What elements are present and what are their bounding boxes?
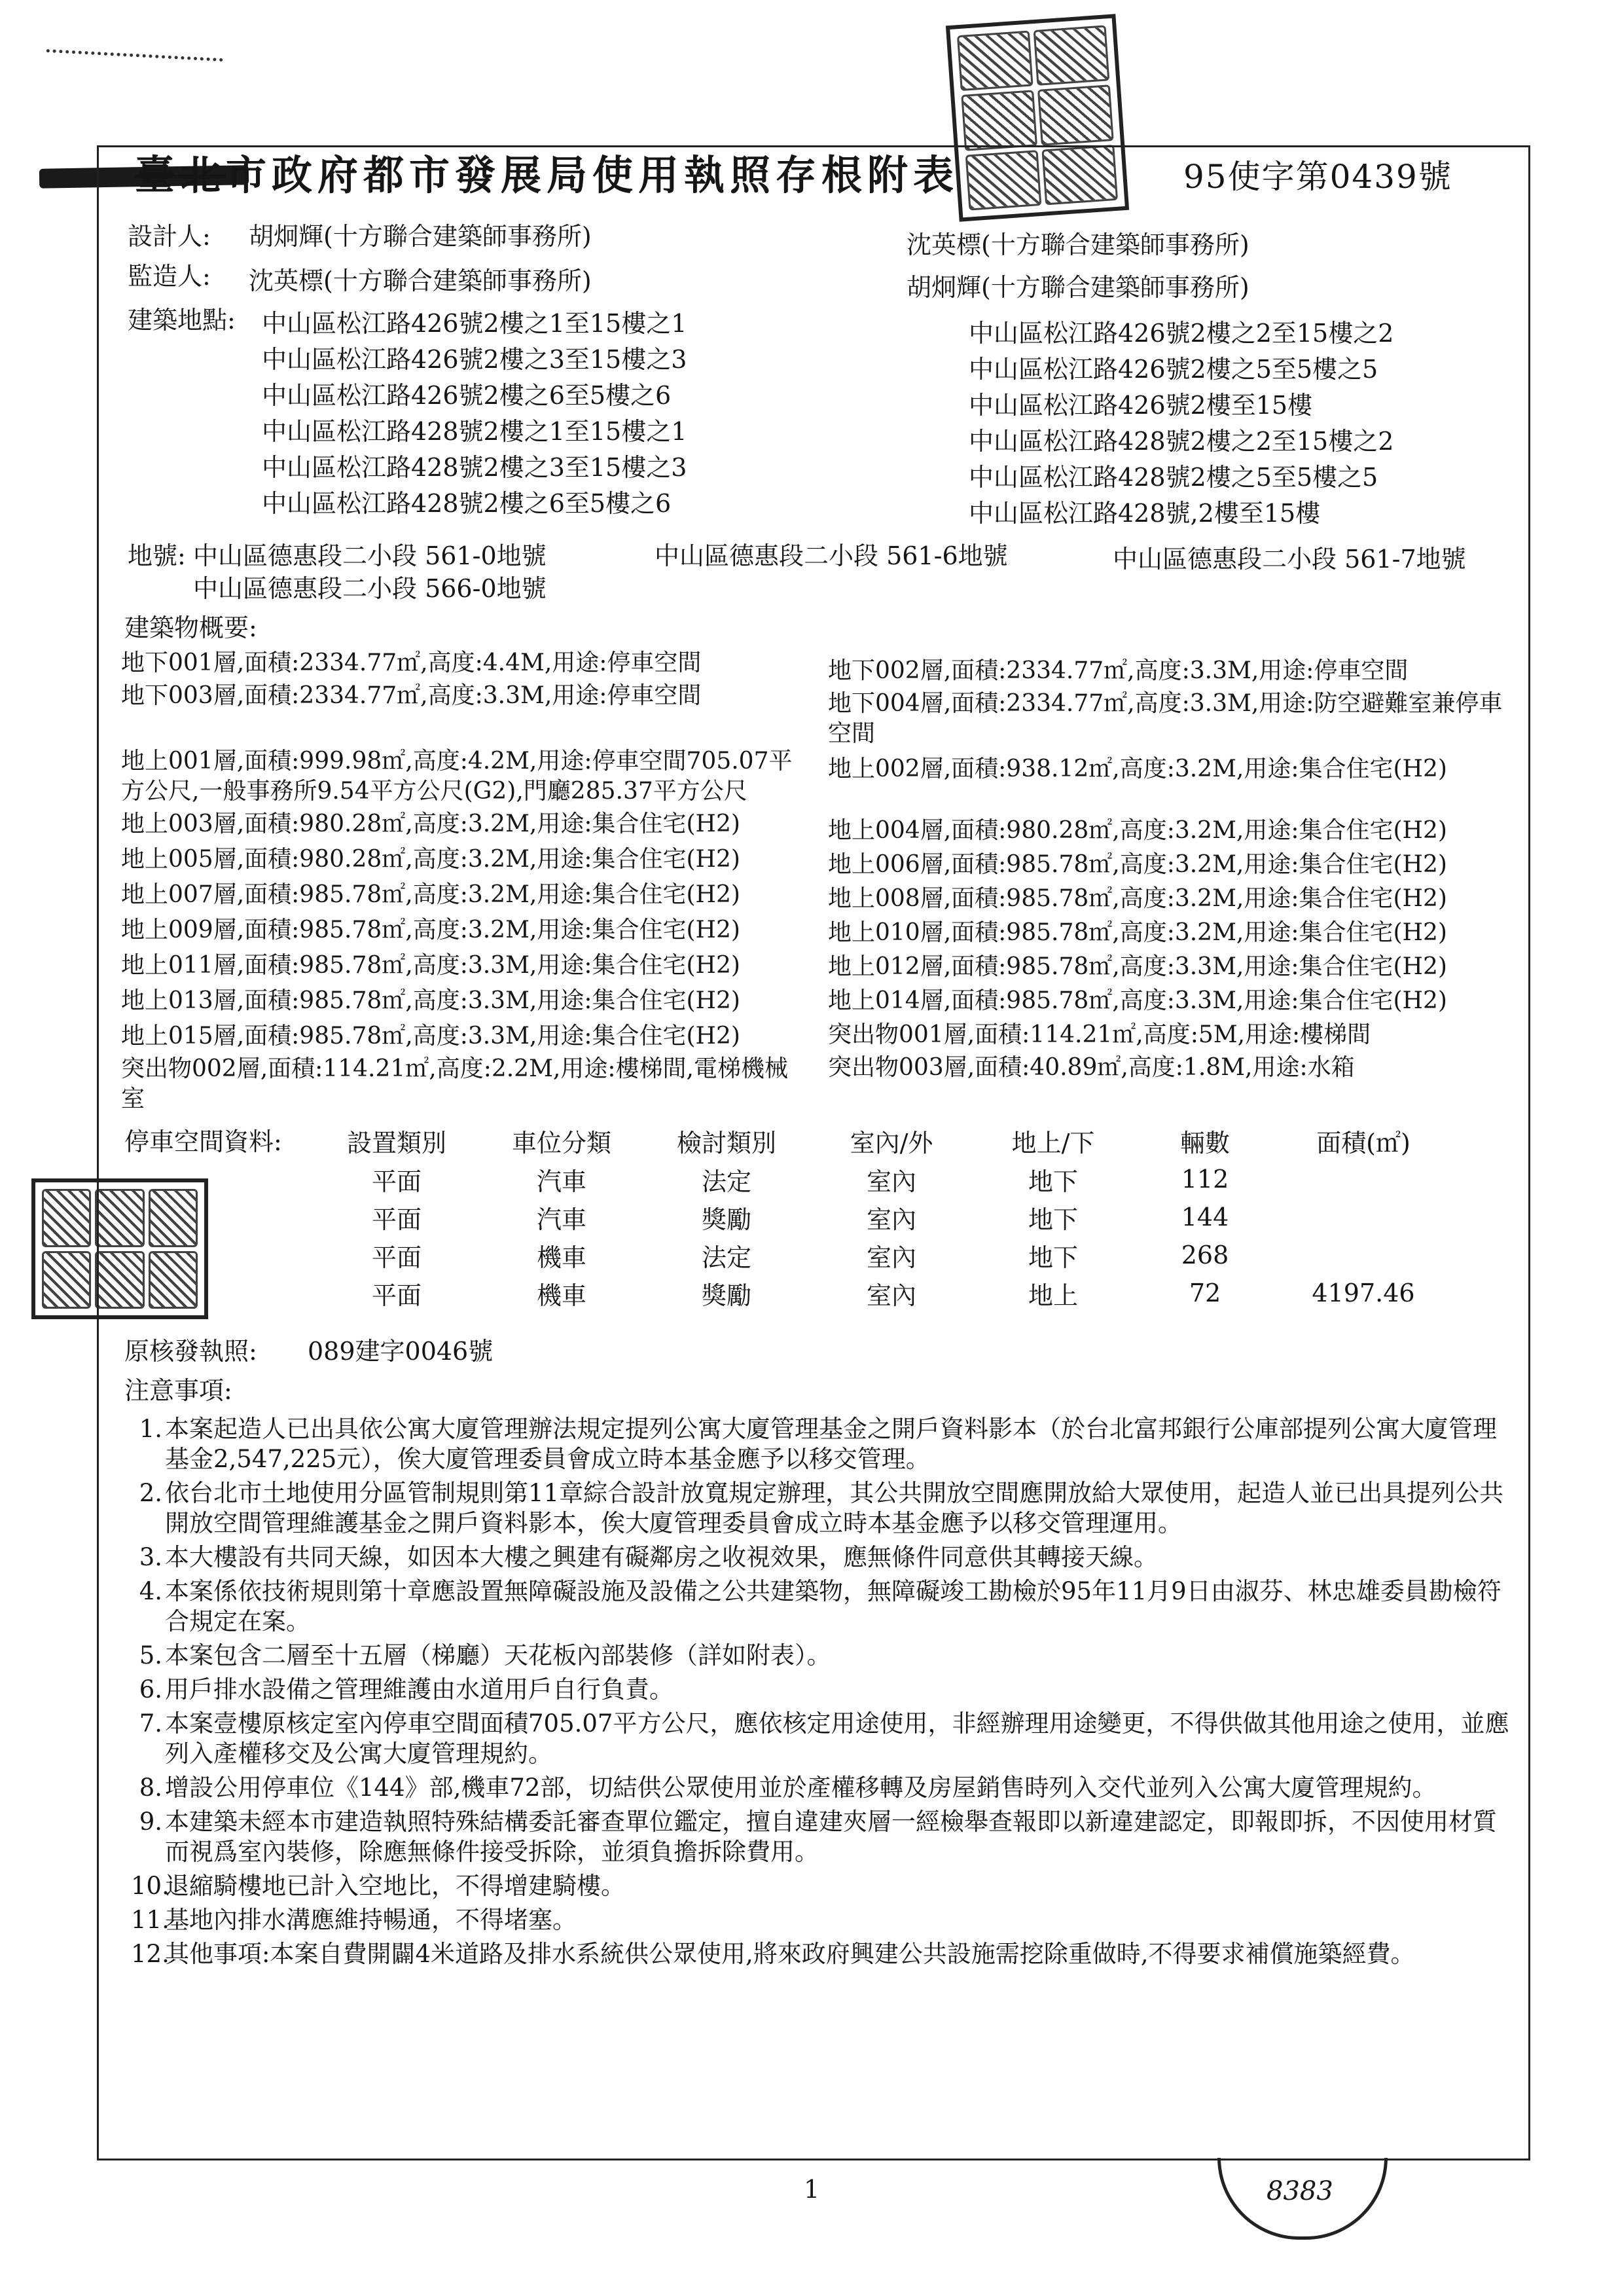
parking-cell: 獎勵 xyxy=(701,1281,751,1310)
parking-cell: 268 xyxy=(1181,1241,1229,1269)
parking-row xyxy=(314,1236,1449,1274)
site-address: 中山區松江路428號2樓之6至5樓之6 xyxy=(262,489,672,518)
seal-bottom-stamp xyxy=(1217,2158,1388,2240)
building-summary-label: 建築物概要: xyxy=(124,613,257,642)
parking-header: 車位分類 xyxy=(511,1128,611,1157)
note-number: 7. xyxy=(139,1709,162,1738)
floor-row: 地上013層,面積:985.78㎡,高度:3.3M,用途:集合住宅(H2) xyxy=(121,987,740,1014)
parking-cell: 法定 xyxy=(701,1167,751,1196)
parking-cell: 室內 xyxy=(866,1205,916,1234)
floor-row: 地上010層,面積:985.78㎡,高度:3.2M,用途:集合住宅(H2) xyxy=(828,919,1447,946)
note-text: 本案起造人已出具依公寓大廈管理辦法規定提列公寓大廈管理基金之開戶資料影本（於台北富邦銀行公庫部提列公寓大廈管理基金2,547,225元），俟大廈管理委員會成立時本基金應予以移交管理。 xyxy=(165,1415,1497,1473)
floor-row: 地下004層,面積:2334.77㎡,高度:3.3M,用途:防空避難室兼停車空間 xyxy=(828,690,1503,747)
floor-row: 地上012層,面積:985.78㎡,高度:3.3M,用途:集合住宅(H2) xyxy=(828,953,1447,980)
lot-number: 中山區德惠段二小段 561-0地號 xyxy=(193,541,547,570)
note-item xyxy=(131,1871,1512,1901)
note-number: 4. xyxy=(139,1577,162,1605)
floor-row: 地上002層,面積:938.12㎡,高度:3.2M,用途:集合住宅(H2) xyxy=(828,756,1447,782)
floor-row: 地上008層,面積:985.78㎡,高度:3.2M,用途:集合住宅(H2) xyxy=(828,885,1447,912)
original-permit-label: 原核發執照: xyxy=(124,1337,257,1366)
note-number: 2. xyxy=(139,1479,162,1507)
parking-label: 停車空間資料: xyxy=(124,1127,282,1156)
parking-cell: 法定 xyxy=(701,1243,751,1272)
lot-number: 中山區德惠段二小段 561-7地號 xyxy=(1113,545,1466,574)
floor-row: 地上015層,面積:985.78㎡,高度:3.3M,用途:集合住宅(H2) xyxy=(121,1023,740,1049)
parking-header: 地上/下 xyxy=(1011,1128,1095,1157)
floor-row: 地上011層,面積:985.78㎡,高度:3.3M,用途:集合住宅(H2) xyxy=(121,952,740,979)
parking-cell: 地下 xyxy=(1028,1243,1078,1272)
parking-cell: 汽車 xyxy=(536,1167,586,1196)
parking-cell: 地上 xyxy=(1028,1281,1078,1310)
note-item xyxy=(131,1807,1512,1867)
floor-row: 突出物003層,面積:40.89㎡,高度:1.8M,用途:水箱 xyxy=(828,1054,1355,1081)
note-item xyxy=(131,1576,1512,1637)
parking-cell: 機車 xyxy=(536,1243,586,1272)
floor-row: 地上003層,面積:980.28㎡,高度:3.2M,用途:集合住宅(H2) xyxy=(121,811,740,837)
site-address: 中山區松江路426號2樓之5至5樓之5 xyxy=(969,355,1378,384)
note-text: 依台北市土地使用分區管制規則第11章綜合設計放寬規定辦理，其公共開放空間應開放給大眾使用，起造人並已出具提列公共開放空間管理維護基金之開戶資料影本，俟大廈管理委員會成立時本基金應予以移交管理運用。 xyxy=(165,1479,1504,1537)
note-number: 1. xyxy=(139,1415,162,1443)
note-text: 本大樓設有共同天線，如因本大樓之興建有礙鄰房之收視效果，應無條件同意供其轉接天線。 xyxy=(165,1543,1158,1571)
supervisor-label: 監造人: xyxy=(128,262,211,291)
note-item xyxy=(131,1675,1512,1705)
designer-name-1: 胡炯輝(十方聯合建築師事務所) xyxy=(249,222,592,251)
note-item xyxy=(131,1939,1512,1969)
parking-cell: 汽車 xyxy=(536,1205,586,1234)
parking-row xyxy=(314,1160,1449,1198)
note-number: 10. xyxy=(131,1872,170,1900)
parking-cell: 機車 xyxy=(536,1281,586,1310)
supervisor-name-2: 胡炯輝(十方聯合建築師事務所) xyxy=(907,273,1249,302)
note-item xyxy=(131,1478,1512,1539)
note-item xyxy=(131,1709,1512,1769)
designer-label: 設計人: xyxy=(128,222,211,251)
lot-label: 地號: xyxy=(128,541,186,570)
parking-header: 面積(㎡) xyxy=(1316,1128,1411,1157)
note-number: 9. xyxy=(139,1808,162,1836)
parking-cell: 72 xyxy=(1189,1279,1221,1307)
site-address: 中山區松江路428號,2樓至15樓 xyxy=(969,499,1321,528)
parking-cell: 平面 xyxy=(371,1243,422,1272)
note-text: 退縮騎樓地已計入空地比，不得增建騎樓。 xyxy=(165,1872,625,1900)
parking-row xyxy=(314,1274,1449,1312)
floor-row: 地下003層,面積:2334.77㎡,高度:3.3M,用途:停車空間 xyxy=(121,682,702,709)
designer-name-2: 沈英標(十方聯合建築師事務所) xyxy=(907,230,1249,259)
supervisor-name-1: 沈英標(十方聯合建築師事務所) xyxy=(249,266,592,295)
site-address: 中山區松江路428號2樓之3至15樓之3 xyxy=(262,453,687,482)
floor-row: 突出物002層,面積:114.21㎡,高度:2.2M,用途:樓梯間,電梯機械室 xyxy=(121,1055,788,1112)
site-label: 建築地點: xyxy=(128,306,236,335)
parking-cell: 4197.46 xyxy=(1312,1279,1415,1307)
parking-cell: 室內 xyxy=(866,1281,916,1310)
title-text: 市政府都市發展局使用執照存根附表 xyxy=(226,151,960,199)
parking-header: 檢討類別 xyxy=(676,1128,776,1157)
floor-row: 地上014層,面積:985.78㎡,高度:3.3M,用途:集合住宅(H2) xyxy=(828,987,1447,1014)
note-text: 本案包含二層至十五層（梯廳）天花板內部裝修（詳如附表）。 xyxy=(165,1641,831,1669)
floor-row: 地下001層,面積:2334.77㎡,高度:4.4M,用途:停車空間 xyxy=(121,649,702,676)
site-address-right-list xyxy=(969,318,1393,534)
parking-cell: 平面 xyxy=(371,1281,422,1310)
parking-row xyxy=(314,1198,1449,1236)
parking-header: 輛數 xyxy=(1179,1128,1230,1157)
parking-header: 室內/外 xyxy=(850,1128,933,1157)
site-address: 中山區松江路428號2樓之1至15樓之1 xyxy=(262,417,687,446)
floor-row: 地上006層,面積:985.78㎡,高度:3.2M,用途:集合住宅(H2) xyxy=(828,851,1447,878)
note-number: 6. xyxy=(139,1675,162,1704)
parking-cell: 地下 xyxy=(1028,1205,1078,1234)
note-text: 本案係依技術規則第十章應設置無障礙設施及設備之公共建築物，無障礙竣工勘檢於95年11月9日由淑芬、林忠雄委員勘檢符合規定在案。 xyxy=(165,1577,1501,1635)
note-item xyxy=(131,1905,1512,1935)
parking-cell: 平面 xyxy=(371,1167,422,1196)
title-prefix: 臺北 xyxy=(134,151,226,199)
note-number: 5. xyxy=(139,1641,162,1669)
parking-cell: 獎勵 xyxy=(701,1205,751,1234)
site-address: 中山區松江路428號2樓之2至15樓之2 xyxy=(969,427,1394,456)
floor-row: 地上001層,面積:999.98㎡,高度:4.2M,用途:停車空間705.07平方公尺,一般事務所9.54平方公尺(G2),門廳285.37平方公尺 xyxy=(121,748,793,805)
seal-number: 8383 xyxy=(1267,2176,1333,2206)
note-text: 基地內排水溝應維持暢通，不得堵塞。 xyxy=(165,1906,577,1934)
site-address: 中山區松江路426號2樓至15樓 xyxy=(969,391,1313,420)
floor-row: 突出物001層,面積:114.21㎡,高度:5M,用途:樓梯間 xyxy=(828,1021,1371,1048)
floor-row: 地上005層,面積:980.28㎡,高度:3.2M,用途:集合住宅(H2) xyxy=(121,846,740,873)
note-number: 12. xyxy=(131,1940,170,1968)
lot-number: 中山區德惠段二小段 561-6地號 xyxy=(655,541,1008,570)
note-text: 用戶排水設備之管理維護由水道用戶自行負責。 xyxy=(165,1675,674,1704)
site-address: 中山區松江路426號2樓之1至15樓之1 xyxy=(262,309,687,338)
notes-list xyxy=(131,1414,1512,1973)
note-item xyxy=(131,1641,1512,1671)
site-address-left-list xyxy=(262,308,687,524)
building-floors-left xyxy=(121,648,808,1114)
permit-number: 95使字第0439號 xyxy=(1183,158,1452,196)
original-permit-value: 089建字0046號 xyxy=(308,1337,494,1366)
floor-row: 地上009層,面積:985.78㎡,高度:3.2M,用途:集合住宅(H2) xyxy=(121,917,740,943)
handwritten-scribble xyxy=(45,49,223,77)
parking-cell xyxy=(1278,1198,1449,1236)
floor-row: 地上004層,面積:980.28㎡,高度:3.2M,用途:集合住宅(H2) xyxy=(828,817,1447,844)
note-text: 其他事項:本案自費開闢4米道路及排水系統供公眾使用,將來政府興建公共設施需挖除重做時,不得要求補償施築經費。 xyxy=(165,1940,1415,1968)
site-address: 中山區松江路426號2樓之2至15樓之2 xyxy=(969,319,1394,348)
parking-cell xyxy=(1278,1160,1449,1198)
note-item xyxy=(131,1773,1512,1803)
note-item xyxy=(131,1542,1512,1573)
parking-cell: 地下 xyxy=(1028,1167,1078,1196)
parking-header-row xyxy=(314,1121,1449,1160)
note-number: 8. xyxy=(139,1774,162,1802)
note-number: 3. xyxy=(139,1543,162,1571)
official-seal-stamp-left xyxy=(31,1178,208,1319)
parking-table xyxy=(314,1121,1449,1312)
parking-cell: 室內 xyxy=(866,1243,916,1272)
building-floors-right xyxy=(828,656,1519,1083)
note-text: 本案壹樓原核定室內停車空間面積705.07平方公尺，應依核定用途使用，非經辦理用途變更，不得供做其他用途之使用，並應列入產權移交及公寓大廈管理規約。 xyxy=(165,1709,1509,1768)
floor-row: 地上007層,面積:985.78㎡,高度:3.2M,用途:集合住宅(H2) xyxy=(121,881,740,908)
floor-row: 地下002層,面積:2334.77㎡,高度:3.3M,用途:停車空間 xyxy=(828,657,1409,684)
parking-cell: 平面 xyxy=(371,1205,422,1234)
note-text: 增設公用停車位《144》部,機車72部，切結供公眾使用並於產權移轉及房屋銷售時列入交代並列入公寓大廈管理規約。 xyxy=(165,1774,1437,1802)
site-address: 中山區松江路428號2樓之5至5樓之5 xyxy=(969,463,1378,492)
site-address: 中山區松江路426號2樓之6至5樓之6 xyxy=(262,381,672,410)
parking-header: 設置類別 xyxy=(346,1128,446,1157)
note-number: 11. xyxy=(131,1906,170,1934)
note-item xyxy=(131,1414,1512,1474)
notes-label: 注意事項: xyxy=(124,1376,232,1405)
note-text: 本建築未經本市建造執照特殊結構委託審查單位鑑定，擅自違建夾層一經檢舉查報即以新違建認定，即報即拆，不因使用材質而視爲室內裝修，除應無條件接受拆除，並須負擔拆除費用。 xyxy=(165,1808,1497,1866)
parking-cell: 144 xyxy=(1181,1203,1229,1231)
parking-cell xyxy=(1278,1236,1449,1274)
page-number: 1 xyxy=(804,2175,820,2204)
parking-cell: 室內 xyxy=(866,1167,916,1196)
site-address: 中山區松江路426號2樓之3至15樓之3 xyxy=(262,345,687,374)
parking-cell: 112 xyxy=(1181,1165,1229,1194)
lot-number: 中山區德惠段二小段 566-0地號 xyxy=(193,574,547,603)
